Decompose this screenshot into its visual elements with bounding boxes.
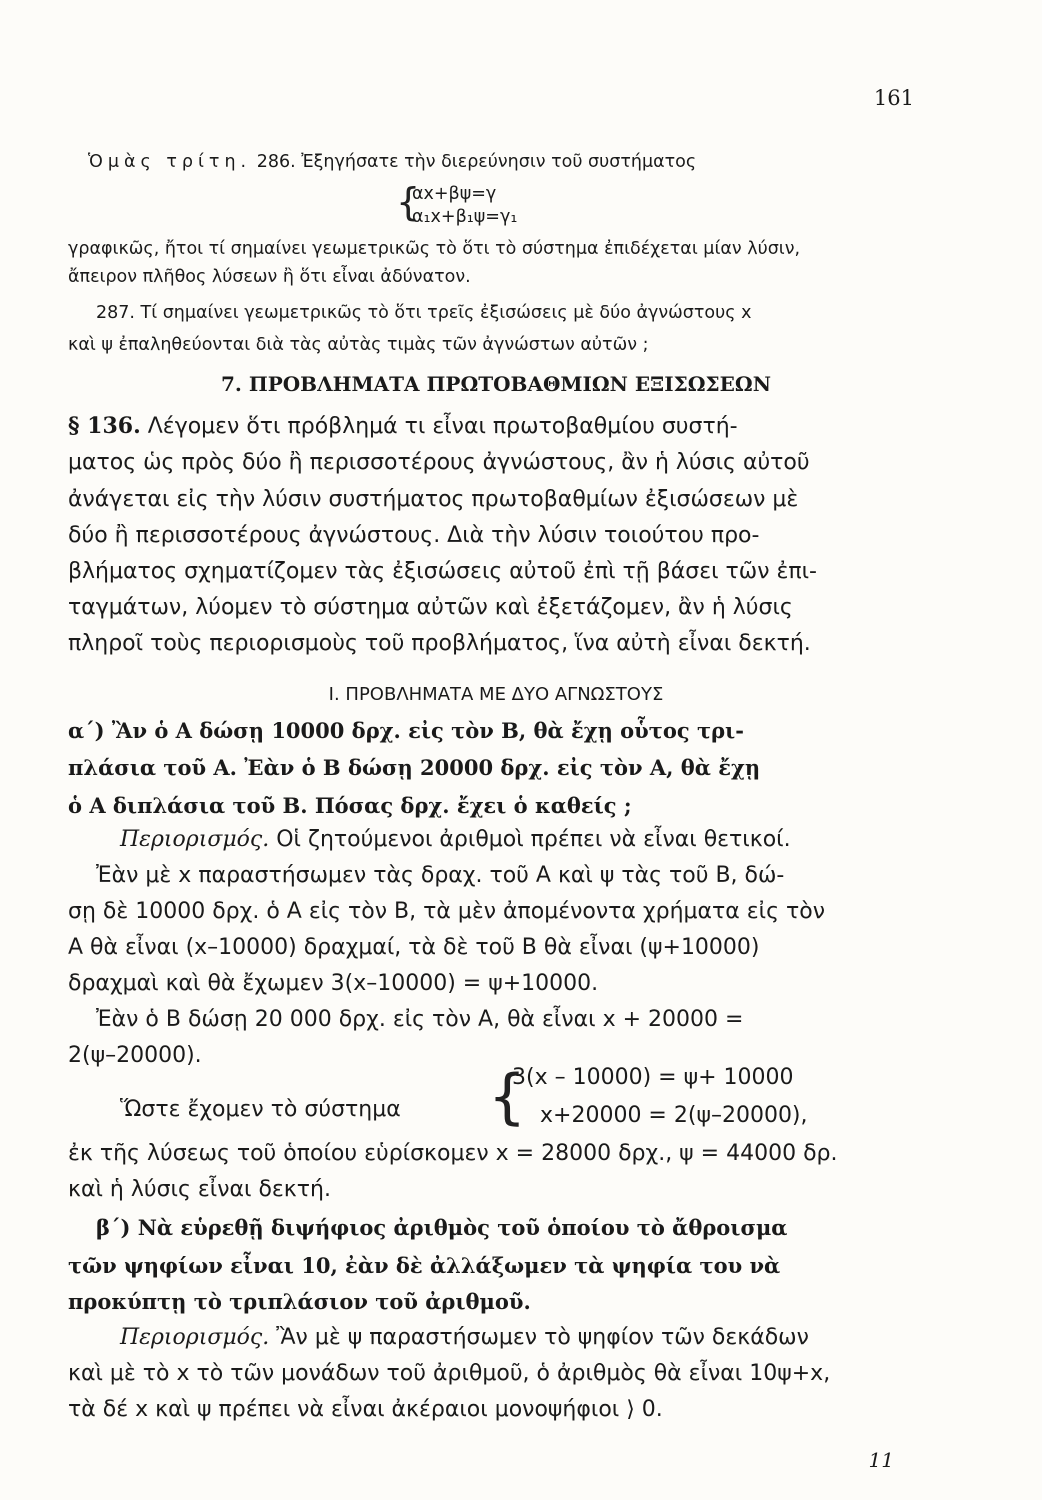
para-136-line1 xyxy=(68,408,924,446)
exercise-287-line2: καὶ ψ ἐπαληθεύονται διὰ τὰς αὐτὰς τιμὰς τῶν ἀγνώστων αὐτῶν ; xyxy=(68,335,649,355)
para-136-line2: ματος ὡς πρὸς δύο ἢ περισσοτέρους ἀγνώστους, ἂν ἡ λύσις αὐτοῦ xyxy=(68,450,810,475)
problem-a-line1: α΄) Ἂν ὁ Α δώσῃ 10000 δρχ. εἰς τὸν Β, θὰ ἔχῃ οὗτος τρι- xyxy=(68,718,744,743)
section-heading: 7. ΠΡΟΒΛΗΜΑΤΑ ΠΡΩΤΟΒΑΘΜΙΩΝ ΕΞΙΣΩΣΕΩΝ xyxy=(220,372,772,396)
para-136-text: Λέγομεν ὅτι πρόβλημά τι εἶναι πρωτοβαθμίου συστή- xyxy=(147,414,738,439)
page-number: 161 xyxy=(873,86,914,110)
system-brace-2: { xyxy=(488,1062,527,1132)
constraint-text: Ἂν μὲ ψ παραστήσωμεν τὸ ψηφίον τῶν δεκάδων xyxy=(276,1325,809,1350)
solution-a-line4: Α θὰ εἶναι (x–10000) δραχμαί, τὰ δὲ τοῦ Β θὰ εἶναι (ψ+10000) xyxy=(68,935,760,960)
solution-a-line9: καὶ ἡ λύσις εἶναι δεκτή. xyxy=(68,1177,331,1202)
system-equation-1: αx+βψ=γ xyxy=(412,184,497,204)
para-136-line7: πληροῖ τοὺς περιορισμοὺς τοῦ προβλήματος, ἵνα αὐτὴ εἶναι δεκτή. xyxy=(68,631,811,656)
para-136-line5: βλήματος σχηματίζομεν τὰς ἐξισώσεις αὐτοῦ ἐπὶ τῇ βάσει τῶν ἐπι- xyxy=(68,559,817,584)
solution-a-line5: δραχμαὶ καὶ θὰ ἔχωμεν 3(x–10000) = ψ+10000. xyxy=(68,971,599,996)
system-2-equation-2: x+20000 = 2(ψ–20000), xyxy=(540,1103,808,1128)
subheading: Ι. ΠΡΟΒΛΗΜΑΤΑ ΜΕ ΔΥΟ ΑΓΝΩΣΤΟΥΣ xyxy=(328,684,664,705)
para-136-line6: ταγμάτων, λύομεν τὸ σύστημα αὐτῶν καὶ ἐξετάζομεν, ἂν ἡ λύσις xyxy=(68,595,793,620)
para-136-line4: δύο ἢ περισσοτέρους ἀγνώστους. Διὰ τὴν λύσιν τοιούτου προ- xyxy=(68,523,760,548)
problem-b-line3: προκύπτῃ τὸ τριπλάσιον τοῦ ἀριθμοῦ. xyxy=(68,1289,531,1314)
signature-mark: 11 xyxy=(868,1448,894,1472)
constraint-label: Περιορισμός. xyxy=(120,1325,270,1350)
solution-a-line7: 2(ψ–20000). xyxy=(68,1043,202,1068)
solution-b-line2: καὶ μὲ τὸ x τὸ τῶν μονάδων τοῦ ἀριθμοῦ, ὁ ἀριθμὸς θὰ εἶναι 10ψ+x, xyxy=(68,1361,831,1386)
system-2-equation-1: 3(x – 10000) = ψ+ 10000 xyxy=(512,1065,794,1090)
problem-a-line2: πλάσια τοῦ Α. Ἐὰν ὁ Β δώσῃ 20000 δρχ. εἰς τὸν Α, θὰ ἔχῃ xyxy=(68,755,761,780)
exercise-287-line1: 287. Τί σημαίνει γεωμετρικῶς τὸ ὅτι τρεῖς ἐξισώσεις μὲ δύο ἀγνώστους x xyxy=(96,303,752,323)
paragraph-number: § 136. xyxy=(68,413,141,439)
solution-a-line3: σῃ δὲ 10000 δρχ. ὁ Α εἰς τὸν Β, τὰ μὲν ἀπομένοντα χρήματα εἰς τὸν xyxy=(68,899,826,924)
group-label: Ὁμὰς τρίτη. xyxy=(88,152,252,172)
problem-b-line1: β΄) Νὰ εὑρεθῇ διψήφιος ἀριθμὸς τοῦ ὁποίου τὸ ἄθροισμα xyxy=(96,1215,788,1240)
system-equation-2: α₁x+β₁ψ=γ₁ xyxy=(412,207,518,227)
exercise-286-line3: ἄπειρον πλῆθος λύσεων ἢ ὅτι εἶναι ἀδύνατον. xyxy=(68,267,471,287)
para-136-line3: ἀνάγεται εἰς τὴν λύσιν συστήματος πρωτοβαθμίων ἐξισώσεων μὲ xyxy=(68,487,799,512)
constraint-label: Περιορισμός. xyxy=(120,827,270,852)
system-lead: Ὥστε ἔχομεν τὸ σύστημα xyxy=(120,1097,401,1122)
system-brace: { xyxy=(396,180,421,224)
problem-b-line2: τῶν ψηφίων εἶναι 10, ἐὰν δὲ ἀλλάξωμεν τὰ ψηφία του νὰ xyxy=(68,1253,781,1278)
solution-b-line3: τὰ δέ x καὶ ψ πρέπει νὰ εἶναι ἀκέραιοι μονοψήφιοι ⟩ 0. xyxy=(68,1397,663,1422)
solution-a-line1 xyxy=(120,822,926,859)
exercise-286-first-line xyxy=(88,147,944,177)
constraint-text: Οἱ ζητούμενοι ἀριθμοὶ πρέπει νὰ εἶναι θετικοί. xyxy=(276,827,791,852)
solution-a-line8: ἐκ τῆς λύσεως τοῦ ὁποίου εὑρίσκομεν x = 28000 δρχ., ψ = 44000 δρ. xyxy=(68,1141,838,1166)
solution-b-line1 xyxy=(120,1320,926,1357)
solution-a-line2: Ἐὰν μὲ x παραστήσωμεν τὰς δραχ. τοῦ Α καὶ ψ τὰς τοῦ Β, δώ- xyxy=(96,863,785,888)
problem-a-line3: ὁ Α διπλάσια τοῦ Β. Πόσας δρχ. ἔχει ὁ καθείς ; xyxy=(68,793,632,818)
exercise-286-line2: γραφικῶς, ἤτοι τί σημαίνει γεωμετρικῶς τὸ ὅτι τὸ σύστημα ἐπιδέχεται μίαν λύσιν, xyxy=(68,239,801,259)
exercise-286-text: 286. Ἐξηγήσατε τὴν διερεύνησιν τοῦ συστήματος xyxy=(256,152,697,172)
solution-a-line6: Ἐὰν ὁ Β δώσῃ 20 000 δρχ. εἰς τὸν Α, θὰ εἶναι x + 20000 = xyxy=(96,1007,744,1032)
